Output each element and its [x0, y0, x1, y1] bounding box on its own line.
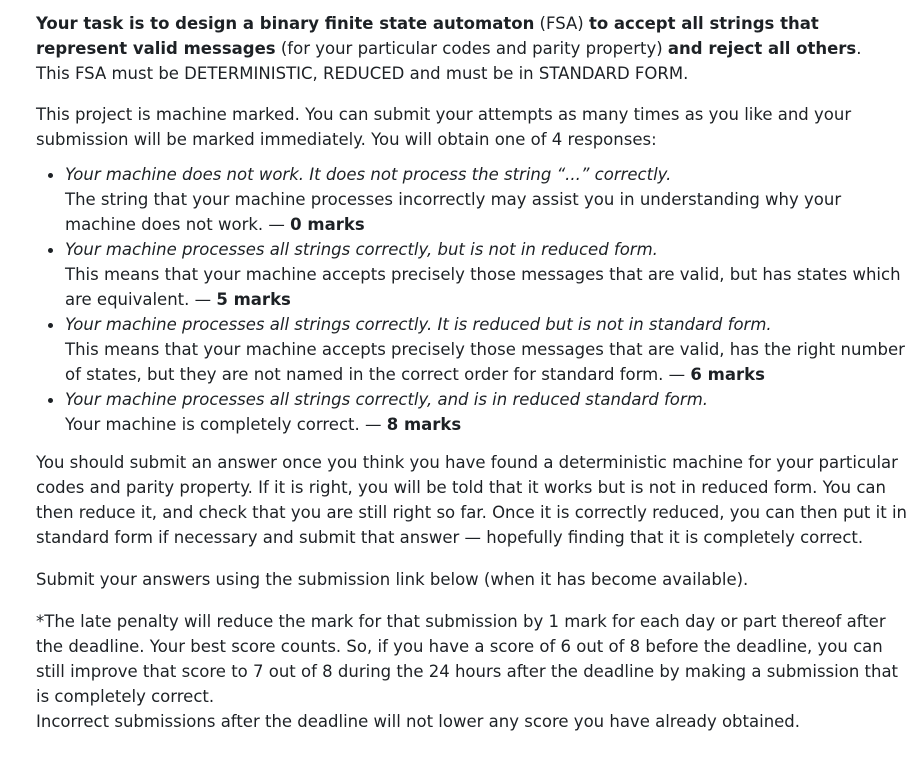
late-penalty-note	[36, 609, 907, 734]
machine-marked-text: This project is machine marked. You can submit your attempts as many times as you like and your submission will be marked immediately. You will obtain one of 4 responses:	[36, 105, 852, 149]
task-lead: Your task is to design a binary finite state automaton	[36, 14, 535, 33]
response-detail: This means that your machine accepts precisely those messages that are valid, but has states which are equivalent. —	[65, 265, 901, 309]
submit-advice-text: You should submit an answer once you think you have found a deterministic machine for your particular codes and parity property. If it is right, you will be told that it works but is not in reduced form. You can then reduce it, and check that you are still right so far. Once it is correctly reduced, you can then put it in standard form if necessary and submit that answer — hopefully finding that it is completely correct.	[36, 453, 907, 547]
intro-period: .	[856, 39, 862, 58]
fsa-requirement: This FSA must be DETERMINISTIC, REDUCED and must be in STANDARD FORM.	[36, 64, 689, 83]
submission-link-note: Submit your answers using the submission link below (when it has become available).	[36, 570, 749, 589]
response-list	[36, 162, 907, 437]
codes-note: (for your particular codes and parity property)	[275, 39, 668, 58]
response-title: • Your machine processes all strings correctly, and is in reduced standard form.	[65, 390, 709, 409]
list-item	[65, 162, 907, 237]
response-detail: The string that your machine processes incorrectly may assist you in understanding why your machine does not work. —	[65, 190, 842, 234]
task-reject: and reject all others	[667, 39, 857, 58]
list-item	[65, 387, 907, 437]
response-detail: Your machine is completely correct. —	[65, 415, 387, 434]
list-item	[65, 237, 907, 312]
response-detail: This means that your machine accepts precisely those messages that are valid, has the right number of states, but they are not named in the correct order for standard form. —	[65, 340, 905, 384]
task-intro	[36, 11, 907, 86]
response-marks: 8 marks	[386, 415, 462, 434]
fsa-abbrev: (FSA)	[534, 14, 589, 33]
list-item	[65, 312, 907, 387]
task-accept: to accept all strings that represent valid messages	[36, 14, 819, 58]
response-title: • Your machine processes all strings correctly. It is reduced but is not in standard form.	[65, 315, 772, 334]
response-title: • Your machine processes all strings correctly, but is not in reduced form.	[65, 240, 658, 259]
incorrect-submission-note: Incorrect submissions after the deadline will not lower any score you have already obtained.	[36, 712, 801, 731]
response-marks: 0 marks	[290, 215, 365, 234]
response-marks: 5 marks	[216, 290, 291, 309]
late-penalty-text: *The late penalty will reduce the mark for that submission by 1 mark for each day or part thereof after the deadline. Your best score counts. So, if you have a score of 6 out of 8 before the deadline, you can still improve that score to 7 out of 8 during the 24 hours after the deadline by making a submission that is completely correct.	[36, 612, 899, 706]
response-title: • Your machine does not work. It does not process the string “...” correctly.	[65, 165, 672, 184]
response-marks: 6 marks	[690, 365, 765, 384]
